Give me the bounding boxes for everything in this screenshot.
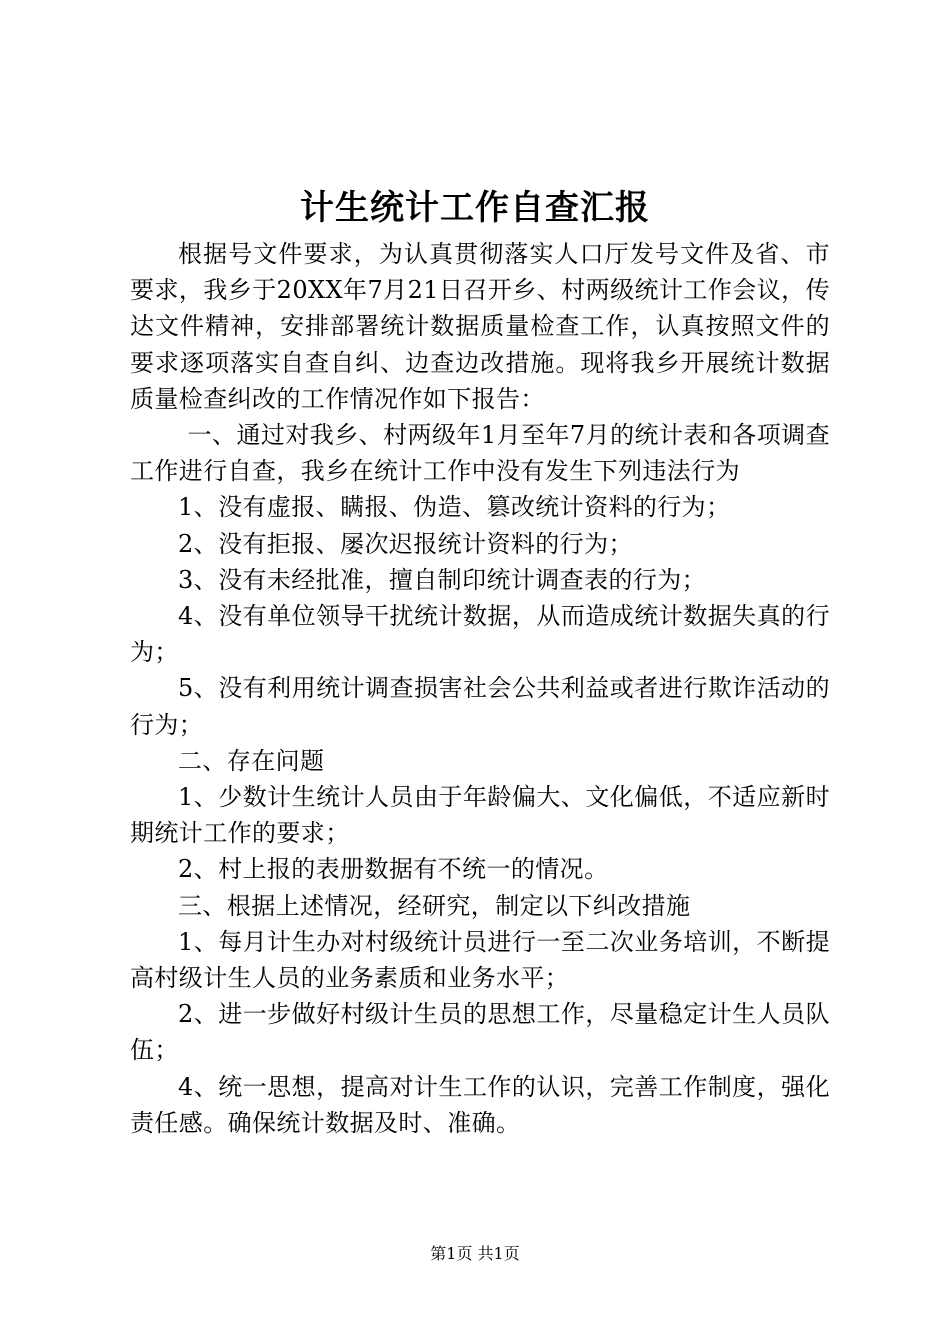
list-item: 1、没有虚报、瞒报、伪造、篡改统计资料的行为； [178, 493, 731, 522]
list-item: 1、少数计生统计人员由于年龄偏大、文化偏低，不适应新时期统计工作的要求； [130, 783, 830, 848]
list-item: 1、每月计生办对村级统计员进行一至二次业务培训，不断提高村级计生人员的业务素质和业务水平； [130, 927, 830, 993]
list-item: 2、进一步做好村级计生员的思想工作，尽量稳定计生人员队伍； [130, 1000, 830, 1065]
page-number-footer: 第1页 共1页 [430, 1244, 520, 1263]
intro-paragraph: 根据号文件要求，为认真贯彻落实人口厅发号文件及省、市要求，我乡于20XX年7月21日召开乡、村两级统计工作会议，传达文件精神，安排部署统计数据质量检查工作，认真按照文件的要求逐项落实自查自纠、边查边改措施。现将我乡开展统计数据质量检查纠改的工作情况作如下报告： [130, 240, 830, 413]
list-item: 2、没有拒报、屡次迟报统计资料的行为； [178, 529, 633, 558]
list-item: 3、没有未经批准，擅自制印统计调查表的行为； [178, 565, 707, 594]
list-item: 5、没有利用统计调查损害社会公共利益或者进行欺诈活动的行为； [130, 674, 830, 739]
list-item: 2、村上报的表册数据有不统一的情况。 [178, 855, 609, 884]
section-heading: 二、存在问题 [178, 746, 325, 775]
list-item: 4、统一思想，提高对计生工作的认识，完善工作制度，强化责任感。确保统计数据及时、准确。 [130, 1072, 830, 1137]
document-title: 计生统计工作自查汇报 [300, 188, 650, 228]
list-item: 4、没有单位领导干扰统计数据，从而造成统计数据失真的行为； [130, 602, 830, 667]
section-one-paragraph: 一、通过对我乡、村两级年1月至年7月的统计表和各项调查工作进行自查，我乡在统计工作中没有发生下列违法行为 [130, 421, 830, 486]
section-heading: 三、根据上述情况，经研究，制定以下纠改措施 [178, 891, 691, 920]
document-body [130, 236, 830, 1141]
